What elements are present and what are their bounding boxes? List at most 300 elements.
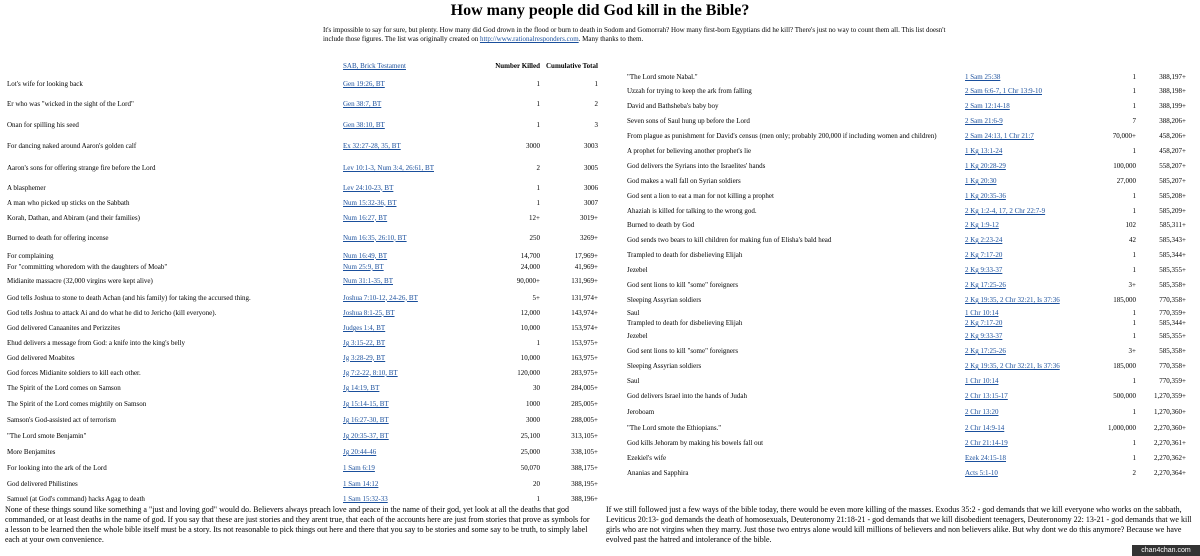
- event-description: For dancing naked around Aaron's golden calf: [7, 142, 137, 150]
- cumulative-total: 770,359+: [1159, 377, 1186, 385]
- cumulative-total: 585,207+: [1159, 177, 1186, 185]
- cumulative-total: 388,197+: [1159, 73, 1186, 81]
- reference-link[interactable]: Gen 38:7, BT: [343, 100, 382, 108]
- number-killed: 1: [1132, 251, 1136, 259]
- number-killed: 25,000: [520, 448, 540, 456]
- reference-link[interactable]: 1 Kg 20:28-29: [965, 162, 1006, 170]
- cumulative-total: 2,270,361+: [1154, 439, 1186, 447]
- event-description: God sends two bears to kill children for making fun of Elisha's bald head: [627, 236, 832, 244]
- reference-link[interactable]: Num 15:32-36, BT: [343, 198, 397, 207]
- cumulative-total: 3007: [583, 198, 598, 207]
- number-killed: 2: [536, 164, 540, 172]
- scripture-reference[interactable]: [343, 492, 434, 506]
- cumulative-total: 131,969+: [571, 277, 598, 285]
- scripture-reference[interactable]: [965, 248, 1067, 262]
- table-row: [627, 248, 1186, 262]
- cumulative-total: 388,196+: [571, 495, 598, 503]
- event-description: God delivers Israel into the hands of Judah: [627, 392, 747, 400]
- cumulative-total: 585,355+: [1159, 332, 1186, 340]
- event-description: God kills Jehoram by making his bowels fall out: [627, 439, 764, 447]
- reference-link[interactable]: Jg 7:2-22, 8:10, BT: [343, 368, 398, 377]
- event-description: God tells Joshua to attack Ai and do what he did to Jericho (kill everyone).: [7, 308, 217, 317]
- table-row: [627, 262, 1186, 278]
- header-reference[interactable]: [343, 58, 434, 74]
- cumulative-total: 388,206+: [1159, 117, 1186, 125]
- table-row: [627, 114, 1186, 128]
- event-description: A prophet for believing another prophet's lie: [627, 147, 752, 155]
- scripture-reference[interactable]: [965, 84, 1067, 98]
- cumulative-total: 2,270,360+: [1154, 424, 1186, 432]
- cumulative-total: 770,358+: [1159, 296, 1186, 304]
- bottom-left-paragraph: None of these things sound like something a "just and loving god" would do. Believers always preach love and peace in the name of their god, yet look at all the deaths that god commanded, or at least deaths in the name of god. If you say that these are just stories and they arent true, that each of the accounts here are just from stories that prove as symbols for a lesson to be learned then the whole bible itself must be a story. Its not reasonable to pick things out here and there that you say to be stories and some say to be truth, to simply label each at your own convenience.: [5, 505, 590, 544]
- event-description: Seven sons of Saul hung up before the Lord: [627, 117, 750, 125]
- table-row: [7, 476, 598, 492]
- scripture-reference[interactable]: [965, 308, 1067, 318]
- scripture-reference[interactable]: [343, 380, 434, 396]
- number-killed: 100,000: [1113, 162, 1136, 170]
- reference-link[interactable]: 2 Chr 13:15-17: [965, 392, 1008, 400]
- number-killed: 1,000,000: [1108, 424, 1136, 432]
- table-row: [7, 156, 598, 180]
- table-row: [627, 358, 1186, 374]
- event-description: "The Lord smote the Ethiopians.": [627, 424, 722, 432]
- table-row: [627, 278, 1186, 292]
- table-row: [7, 380, 598, 396]
- source-link[interactable]: http://www.rationalresponders.com: [479, 35, 579, 43]
- scripture-reference[interactable]: [343, 136, 434, 156]
- left-kill-table: [7, 58, 598, 506]
- reference-link[interactable]: Jg 3:28-29, BT: [343, 353, 386, 362]
- reference-link[interactable]: 2 Kg 9:33-37: [965, 332, 1003, 340]
- reference-link[interactable]: Lev 10:1-3, Num 3:4, 26:61, BT: [343, 164, 434, 172]
- table-row: [7, 444, 598, 460]
- scripture-reference[interactable]: [343, 210, 434, 225]
- table-row: [7, 136, 598, 156]
- reference-link[interactable]: Ezek 24:15-18: [965, 454, 1007, 462]
- scripture-reference[interactable]: [965, 436, 1067, 450]
- scripture-reference[interactable]: [343, 396, 434, 412]
- scripture-reference[interactable]: [343, 460, 434, 476]
- table-row: [7, 250, 598, 261]
- reference-link[interactable]: Num 31:1-35, BT: [343, 277, 393, 285]
- event-description: Uzzah for trying to keep the ark from falling: [627, 87, 752, 95]
- event-description: God tells Joshua to stone to death Achan (and his family) for taking the accursed thing.: [7, 293, 251, 302]
- number-killed: 1: [536, 121, 540, 129]
- table-row: [7, 195, 598, 210]
- cumulative-total: 153,974+: [571, 324, 598, 332]
- scripture-reference[interactable]: [965, 292, 1067, 308]
- number-killed: 1: [1132, 266, 1136, 274]
- page-title: How many people did God kill in the Bible?: [450, 2, 750, 19]
- event-description: Samson's God-assisted act of terrorism: [7, 416, 116, 424]
- reference-link[interactable]: Num 16:49, BT: [343, 251, 388, 260]
- scripture-reference[interactable]: [965, 388, 1067, 404]
- scripture-reference[interactable]: [343, 225, 434, 250]
- table-row: [627, 374, 1186, 388]
- event-description: Ezekiel's wife: [627, 454, 667, 462]
- event-description: Midianite massacre (32,000 virgins were kept alive): [7, 277, 153, 285]
- cumulative-total: 288,005+: [571, 416, 598, 424]
- cumulative-total: 131,974+: [571, 293, 598, 302]
- scripture-reference[interactable]: [965, 466, 1067, 480]
- scripture-reference[interactable]: [965, 188, 1067, 204]
- number-killed: 250: [529, 233, 540, 242]
- scripture-reference[interactable]: [343, 74, 434, 94]
- number-killed: 1: [1132, 309, 1136, 317]
- number-killed: 14,700: [520, 251, 540, 260]
- event-description: Sleeping Assyrian soldiers: [627, 296, 702, 304]
- cumulative-total: 458,206+: [1159, 132, 1186, 140]
- scripture-reference[interactable]: [343, 272, 434, 290]
- number-killed: 27,000: [1116, 177, 1136, 185]
- number-killed: 102: [1125, 221, 1136, 229]
- number-killed: 1: [536, 198, 540, 207]
- table-row: [627, 318, 1186, 328]
- scripture-reference[interactable]: [343, 320, 434, 336]
- scripture-reference[interactable]: [965, 114, 1067, 128]
- number-killed: 2: [1132, 469, 1136, 477]
- scripture-reference[interactable]: [965, 358, 1067, 374]
- reference-link[interactable]: Jg 3:15-22, BT: [343, 339, 386, 347]
- header-cumulative-total: Cumulative Total: [546, 62, 598, 70]
- table-row: [7, 114, 598, 136]
- table-row: [7, 396, 598, 412]
- table-row: [7, 210, 598, 225]
- number-killed: 42: [1129, 236, 1136, 244]
- reference-link[interactable]: 1 Kg 20:30: [965, 177, 997, 185]
- scripture-reference[interactable]: [343, 444, 434, 460]
- scripture-reference[interactable]: [965, 262, 1067, 278]
- cumulative-total: 3003: [583, 142, 598, 150]
- number-killed: 1: [1132, 408, 1136, 416]
- number-killed: 1: [536, 183, 540, 192]
- reference-link[interactable]: 1 Kg 20:35-36: [965, 192, 1006, 200]
- number-killed: 3000: [526, 416, 540, 424]
- number-killed: 70,000+: [1112, 132, 1136, 140]
- reference-link[interactable]: Jg 20:35-37, BT: [343, 432, 389, 440]
- event-description: Jeroboam: [627, 408, 655, 416]
- scripture-reference[interactable]: [965, 404, 1067, 420]
- table-row: [627, 128, 1186, 144]
- scripture-reference[interactable]: [343, 250, 434, 261]
- cumulative-total: 2,270,364+: [1154, 469, 1186, 477]
- table-row: [7, 428, 598, 444]
- event-description: Burned to death for offering incense: [7, 233, 109, 242]
- table-row: [7, 460, 598, 476]
- cumulative-total: 1: [594, 80, 598, 88]
- scripture-reference[interactable]: [343, 195, 434, 210]
- table-row: [7, 320, 598, 336]
- reference-link[interactable]: Joshua 7:10-12, 24-26, BT: [343, 293, 418, 302]
- number-killed: 3+: [1128, 281, 1136, 289]
- table-row: [627, 328, 1186, 344]
- scripture-reference[interactable]: [343, 412, 434, 428]
- scripture-reference[interactable]: [965, 158, 1067, 174]
- number-killed: 1: [536, 100, 540, 108]
- table-row: [7, 180, 598, 195]
- reference-link[interactable]: 2 Kg 1:9-12: [965, 221, 999, 229]
- cumulative-total: 1,270,360+: [1154, 408, 1186, 416]
- reference-link[interactable]: 1 Sam 15:32-33: [343, 495, 388, 503]
- cumulative-total: 163,975+: [571, 353, 598, 362]
- event-description: Trampled to death for disbelieving Elijah: [627, 319, 743, 327]
- table-header-row: [7, 58, 598, 74]
- cumulative-total: 585,344+: [1159, 319, 1186, 327]
- cumulative-total: 558,207+: [1159, 162, 1186, 170]
- reference-link[interactable]: Jg 20:44-46: [343, 448, 377, 456]
- table-row: [627, 84, 1186, 98]
- scripture-reference[interactable]: [343, 114, 434, 136]
- event-description: "The Lord smote Benjamin": [7, 432, 87, 440]
- reference-link[interactable]: Gen 38:10, BT: [343, 121, 385, 129]
- reference-link[interactable]: 2 Kg 9:33-37: [965, 266, 1003, 274]
- event-description: Sleeping Assyrian soldiers: [627, 362, 702, 370]
- event-description: For looking into the ark of the Lord: [7, 464, 107, 472]
- table-row: [7, 336, 598, 350]
- intro-tail: . Many thanks to them.: [578, 35, 644, 43]
- number-killed: 3000: [526, 142, 540, 150]
- number-killed: 1: [1132, 87, 1136, 95]
- cumulative-total: 388,199+: [1159, 102, 1186, 110]
- number-killed: 185,000: [1113, 296, 1136, 304]
- number-killed: 1: [536, 339, 540, 347]
- number-killed: 12+: [529, 213, 540, 222]
- reference-link[interactable]: 2 Kg 2:23-24: [965, 236, 1003, 244]
- event-description: From plague as punishment for David's census (men only; probably 200,000 if including women and children): [627, 132, 937, 140]
- scripture-reference[interactable]: [343, 365, 434, 380]
- event-description: Jezebel: [627, 332, 648, 340]
- scripture-reference[interactable]: [343, 336, 434, 350]
- reference-link[interactable]: 2 Sam 24:13, 1 Chr 21:7: [965, 132, 1034, 140]
- cumulative-total: 283,975+: [571, 368, 598, 377]
- right-kill-table: [627, 70, 1186, 480]
- cumulative-total: 3019+: [579, 213, 598, 222]
- table-row: [627, 158, 1186, 174]
- table-row: [627, 174, 1186, 188]
- scripture-reference[interactable]: [343, 180, 434, 195]
- reference-link[interactable]: Joshua 8:1-25, BT: [343, 308, 395, 317]
- table-row: [627, 420, 1186, 436]
- header-reference-link[interactable]: SAB, Brick Testament: [343, 62, 406, 70]
- scripture-reference[interactable]: [343, 156, 434, 180]
- number-killed: 1: [1132, 192, 1136, 200]
- event-description: Saul: [627, 309, 640, 317]
- reference-link[interactable]: 2 Chr 14:9-14: [965, 424, 1005, 432]
- reference-link[interactable]: Jg 15:14-15, BT: [343, 400, 389, 408]
- cumulative-total: 585,209+: [1159, 207, 1186, 215]
- event-description: God forces Midianite soldiers to kill each other.: [7, 368, 141, 377]
- intro-paragraph: [323, 26, 953, 44]
- cumulative-total: 3: [594, 121, 598, 129]
- reference-link[interactable]: 2 Chr 21:14-19: [965, 439, 1008, 447]
- scripture-reference[interactable]: [343, 261, 434, 272]
- reference-link[interactable]: Jg 16:27-30, BT: [343, 416, 389, 424]
- table-row: [627, 218, 1186, 232]
- reference-link[interactable]: 1 Sam 6:19: [343, 464, 375, 472]
- reference-link[interactable]: Lev 24:10-23, BT: [343, 183, 394, 192]
- reference-link[interactable]: Jg 14:19, BT: [343, 384, 380, 392]
- scripture-reference[interactable]: [343, 290, 434, 305]
- reference-link[interactable]: Judges 1:4, BT: [343, 324, 386, 332]
- cumulative-total: 2: [594, 100, 598, 108]
- cumulative-total: 3006: [583, 183, 598, 192]
- scripture-reference[interactable]: [343, 350, 434, 365]
- cumulative-total: 17,969+: [574, 251, 598, 260]
- number-killed: 7: [1132, 117, 1136, 125]
- table-row: [627, 70, 1186, 84]
- number-killed: 120,000: [517, 368, 540, 377]
- cumulative-total: 770,359+: [1159, 309, 1186, 317]
- scripture-reference[interactable]: [965, 278, 1067, 292]
- number-killed: 10,000: [520, 324, 540, 332]
- number-killed: 30: [533, 384, 540, 392]
- table-row: [627, 204, 1186, 218]
- number-killed: 5+: [532, 293, 540, 302]
- reference-link[interactable]: 2 Sam 21:6-9: [965, 117, 1003, 125]
- reference-link[interactable]: 2 Kg 19:35, 2 Chr 32:21, Is 37:36: [965, 296, 1060, 304]
- cumulative-total: 585,344+: [1159, 251, 1186, 259]
- cumulative-total: 388,175+: [571, 464, 598, 472]
- reference-link[interactable]: 2 Kg 1:2-4, 17, 2 Chr 22:7-9: [965, 207, 1046, 215]
- event-description: "The Lord smote Nabal.": [627, 73, 698, 81]
- scripture-reference[interactable]: [965, 70, 1067, 84]
- reference-link[interactable]: Ex 32:27-28, 35, BT: [343, 142, 401, 150]
- event-description: Er who was "wicked in the sight of the Lord": [7, 100, 134, 108]
- scripture-reference[interactable]: [965, 232, 1067, 248]
- scripture-reference[interactable]: [965, 174, 1067, 188]
- number-killed: 1: [1132, 73, 1136, 81]
- reference-link[interactable]: 1 Chr 10:14: [965, 309, 999, 317]
- scripture-reference[interactable]: [965, 204, 1067, 218]
- number-killed: 10,000: [520, 353, 540, 362]
- number-killed: 1: [1132, 439, 1136, 447]
- reference-link[interactable]: Num 16:35, 26:10, BT: [343, 233, 407, 242]
- reference-link[interactable]: 2 Kg 17:25-26: [965, 281, 1006, 289]
- table-row: [7, 492, 598, 506]
- reference-link[interactable]: 2 Sam 6:6-7, 1 Chr 13:9-10: [965, 87, 1042, 95]
- table-row: [7, 365, 598, 380]
- table-row: [627, 450, 1186, 466]
- scripture-reference[interactable]: [965, 144, 1067, 158]
- scripture-reference[interactable]: [343, 305, 434, 320]
- reference-link[interactable]: 1 Kg 13:1-24: [965, 147, 1003, 155]
- reference-link[interactable]: 2 Kg 19:35, 2 Chr 32:21, Is 37:36: [965, 362, 1060, 370]
- cumulative-total: 585,343+: [1159, 236, 1186, 244]
- header-number-killed: Number Killed: [495, 62, 540, 70]
- table-row: [627, 404, 1186, 420]
- reference-link[interactable]: 2 Kg 17:25-26: [965, 347, 1006, 355]
- table-row: [627, 388, 1186, 404]
- scripture-reference[interactable]: [965, 420, 1067, 436]
- table-row: [7, 74, 598, 94]
- scripture-reference[interactable]: [965, 98, 1067, 114]
- number-killed: 3+: [1128, 347, 1136, 355]
- event-description: God delivers the Syrians into the Israelites' hands: [627, 162, 766, 170]
- event-description: For "committing whoredom with the daughters of Moab": [7, 262, 168, 271]
- scripture-reference[interactable]: [343, 428, 434, 444]
- reference-link[interactable]: 2 Kg 7:17-20: [965, 251, 1003, 259]
- scripture-reference[interactable]: [965, 450, 1067, 466]
- event-description: A blasphemer: [7, 183, 46, 192]
- number-killed: 20: [533, 480, 540, 488]
- cumulative-total: 3269+: [579, 233, 598, 242]
- number-killed: 24,000: [520, 262, 540, 271]
- table-row: [7, 350, 598, 365]
- cumulative-total: 2,270,362+: [1154, 454, 1186, 462]
- event-description: Ahaziah is killed for talking to the wrong god.: [627, 207, 757, 215]
- site-watermark: chan4chan.com: [1132, 545, 1200, 556]
- cumulative-total: 770,358+: [1159, 362, 1186, 370]
- scripture-reference[interactable]: [965, 344, 1067, 358]
- table-row: [627, 436, 1186, 450]
- number-killed: 25,100: [520, 432, 540, 440]
- cumulative-total: 585,208+: [1159, 192, 1186, 200]
- number-killed: 1000: [526, 400, 540, 408]
- table-row: [7, 412, 598, 428]
- cumulative-total: 41,969+: [574, 262, 598, 271]
- cumulative-total: 585,358+: [1159, 347, 1186, 355]
- scripture-reference[interactable]: [965, 328, 1067, 344]
- event-description: A man who picked up sticks on the Sabbath: [7, 198, 130, 207]
- number-killed: 1: [1132, 454, 1136, 462]
- cumulative-total: 313,105+: [571, 432, 598, 440]
- event-description: Aaron's sons for offering strange fire before the Lord: [7, 164, 156, 172]
- reference-link[interactable]: 2 Sam 12:14-18: [965, 102, 1010, 110]
- scripture-reference[interactable]: [343, 476, 434, 492]
- scripture-reference[interactable]: [965, 318, 1067, 328]
- reference-link[interactable]: Num 25:9, BT: [343, 262, 384, 271]
- reference-link[interactable]: 2 Kg 7:17-20: [965, 319, 1003, 327]
- cumulative-total: 585,358+: [1159, 281, 1186, 289]
- number-killed: 500,000: [1113, 392, 1136, 400]
- event-description: Jezebel: [627, 266, 648, 274]
- table-row: [627, 292, 1186, 308]
- number-killed: 90,000+: [516, 277, 540, 285]
- event-description: Samuel (at God's command) hacks Agag to death: [7, 495, 145, 503]
- scripture-reference[interactable]: [965, 218, 1067, 232]
- scripture-reference[interactable]: [965, 374, 1067, 388]
- event-description: God delivered Philistines: [7, 480, 78, 488]
- cumulative-total: 585,355+: [1159, 266, 1186, 274]
- event-description: God sent lions to kill "some" foreigners: [627, 347, 739, 355]
- table-row: [7, 305, 598, 320]
- event-description: Ananias and Sapphira: [627, 469, 689, 477]
- table-row: [7, 261, 598, 272]
- reference-link[interactable]: Num 16:27, BT: [343, 213, 388, 222]
- scripture-reference[interactable]: [965, 128, 1067, 144]
- table-row: [7, 290, 598, 305]
- event-description: David and Bathsheba's baby boy: [627, 102, 719, 110]
- reference-link[interactable]: Acts 5:1-10: [965, 469, 998, 477]
- intro-text: It's impossible to say for sure, but plenty. How many did God drown in the flood or burn to death in Sodom and Gomorrah? How many first-born Egyptians did he kill? There's just no way to count them all. This list doesn't include those figures. The list was originally created on: [323, 26, 946, 43]
- event-description: God delivered Canaanites and Perizzites: [7, 324, 121, 332]
- reference-link[interactable]: 2 Chr 13:20: [965, 408, 999, 416]
- cumulative-total: 153,975+: [571, 339, 598, 347]
- scripture-reference[interactable]: [343, 94, 434, 114]
- number-killed: 1: [1132, 332, 1136, 340]
- reference-link[interactable]: Gen 19:26, BT: [343, 80, 385, 88]
- number-killed: 185,000: [1113, 362, 1136, 370]
- cumulative-total: 388,195+: [571, 480, 598, 488]
- table-row: [7, 94, 598, 114]
- reference-link[interactable]: 1 Sam 14:12: [343, 480, 379, 488]
- reference-link[interactable]: 1 Sam 25:38: [965, 73, 1001, 81]
- reference-link[interactable]: 1 Chr 10:14: [965, 377, 999, 385]
- table-row: [627, 232, 1186, 248]
- table-row: [627, 188, 1186, 204]
- number-killed: 50,070: [520, 464, 540, 472]
- bottom-right-paragraph: If we still followed just a few ways of the bible today, there would be even more killing of the masses. Exodus 35:2 - god demands that we kill everyone who works on the sabbath, Leviticus 20:13- god demands the death of homosexuals, Deuteronomy 21:18-21 - god demands that we kill disobedient teenagers, Deuteronomy 22: 13-21 - god demands that we kill girls who are not virgins when they marry. Just those two entrys alone would kill millions of believers and non believers alike. But why dont we do this anymore? Because we have evolved past the hatred and intolerance of the bible.: [606, 505, 1192, 544]
